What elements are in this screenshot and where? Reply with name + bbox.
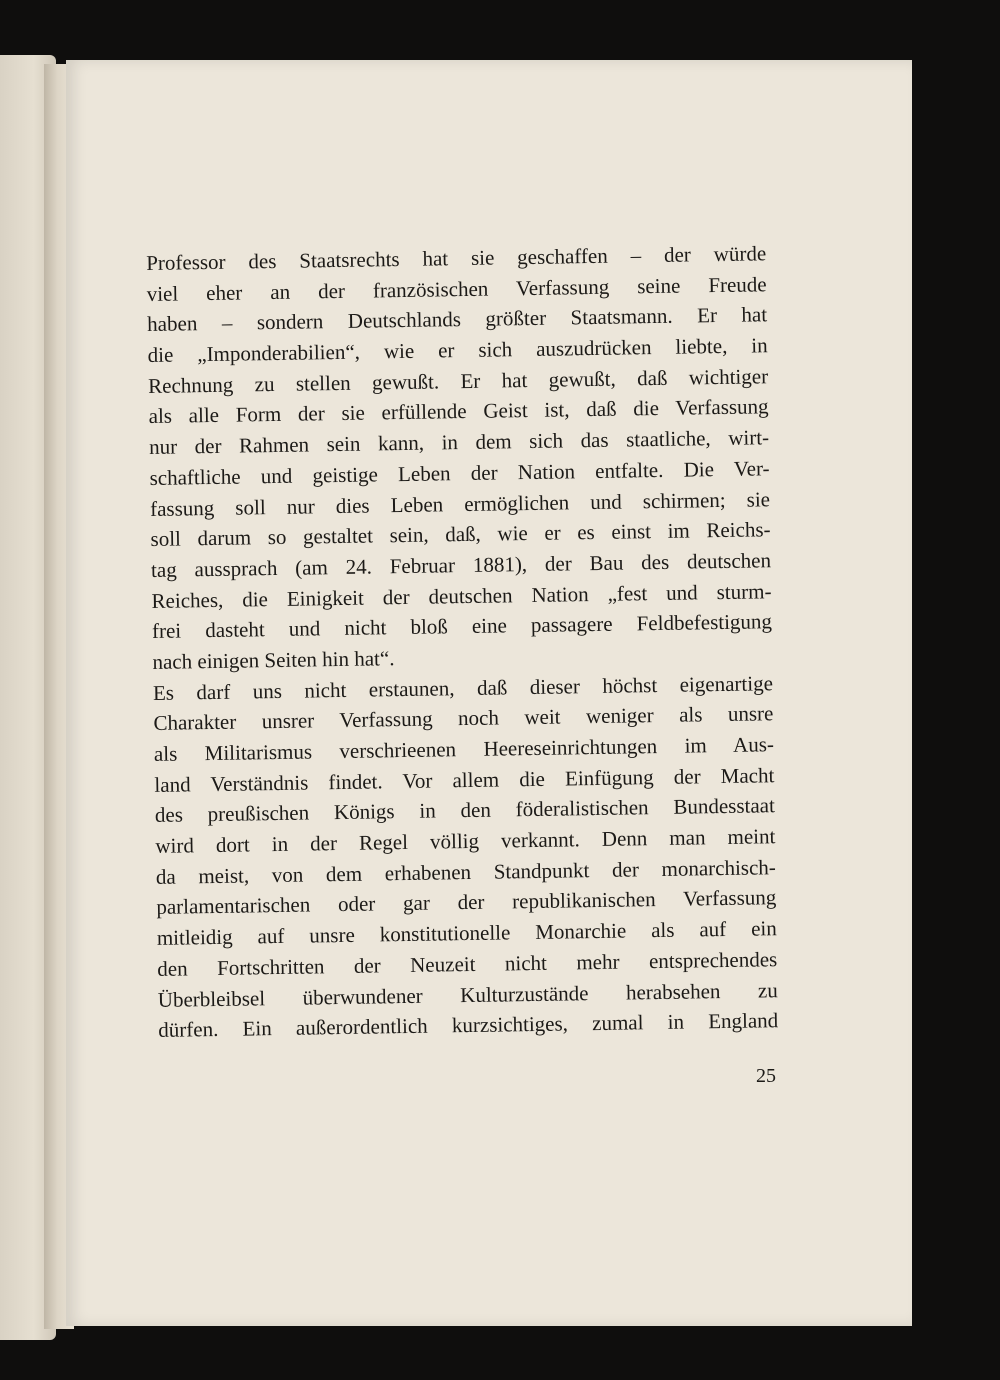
text-line: Überbleibsel überwundener Kulturzustände herabsehen zu xyxy=(157,977,778,1012)
text-line: da meist, von dem erhabenen Standpunkt der monarchisch- xyxy=(155,854,776,889)
text-line: die „Imponderabilien“, wie er sich auszudrücken liebte, in xyxy=(147,333,768,368)
page-number: 25 xyxy=(756,1065,776,1087)
text-line: mitleidig auf unsre konstitutionelle Monarchie als auf ein xyxy=(156,916,777,951)
text-line: als alle Form der sie erfüllende Geist ist, daß die Verfassung xyxy=(148,394,769,429)
text-line: dürfen. Ein außerordentlich kurzsichtiges, zumal in England xyxy=(158,1008,779,1043)
text-line: haben – sondern Deutschlands größter Staatsmann. Er hat xyxy=(147,302,768,337)
text-line: Rechnung zu stellen gewußt. Er hat gewußt, daß wichtiger xyxy=(147,363,769,398)
text-line: land Verständnis findet. Vor allem die Einfügung der Macht xyxy=(154,762,775,797)
text-line: parlamentarischen oder gar der republikanischen Verfassung xyxy=(156,885,777,920)
text-line: den Fortschritten der Neuzeit nicht mehr entsprechendes xyxy=(157,946,778,981)
text-line: tag aussprach (am 24. Februar 1881), der Bau des deutschen xyxy=(150,548,772,582)
book-page xyxy=(66,60,912,1326)
text-line: schaftliche und geistige Leben der Nation entfalte. Die Ver- xyxy=(149,456,770,490)
text-line: Reiches, die Einigkeit der deutschen Nation „fest und sturm- xyxy=(151,578,772,613)
text-line: Professor des Staatsrechts hat sie geschaffen – der würde xyxy=(146,241,767,275)
text-line: viel eher an der französischen Verfassung seine Freude xyxy=(146,271,767,306)
text-line: nach einigen Seiten hin hat“. xyxy=(152,646,395,674)
text-line: nur der Rahmen sein kann, in dem sich das staatliche, wirt- xyxy=(148,425,770,460)
body-text xyxy=(146,238,778,1046)
text-line: wird dort in der Regel völlig verkannt. Denn man meint xyxy=(155,824,776,858)
text-line: soll darum so gestaltet sein, daß, wie er es einst im Reichs- xyxy=(150,517,771,552)
text-line: Es darf uns nicht erstaunen, daß dieser höchst eigenartige xyxy=(152,670,774,705)
text-line: als Militarismus verschrieenen Heereseinrichtungen im Aus- xyxy=(153,732,775,766)
text-line: des preußischen Königs in den föderalistischen Bundesstaat xyxy=(154,793,776,828)
text-line: Charakter unsrer Verfassung noch weit weniger als unsre xyxy=(153,701,774,736)
text-line: frei dasteht und nicht bloß eine passagere Feldbefestigung xyxy=(151,609,773,644)
text-line: fassung soll nur dies Leben ermöglichen und schirmen; sie xyxy=(149,486,771,521)
